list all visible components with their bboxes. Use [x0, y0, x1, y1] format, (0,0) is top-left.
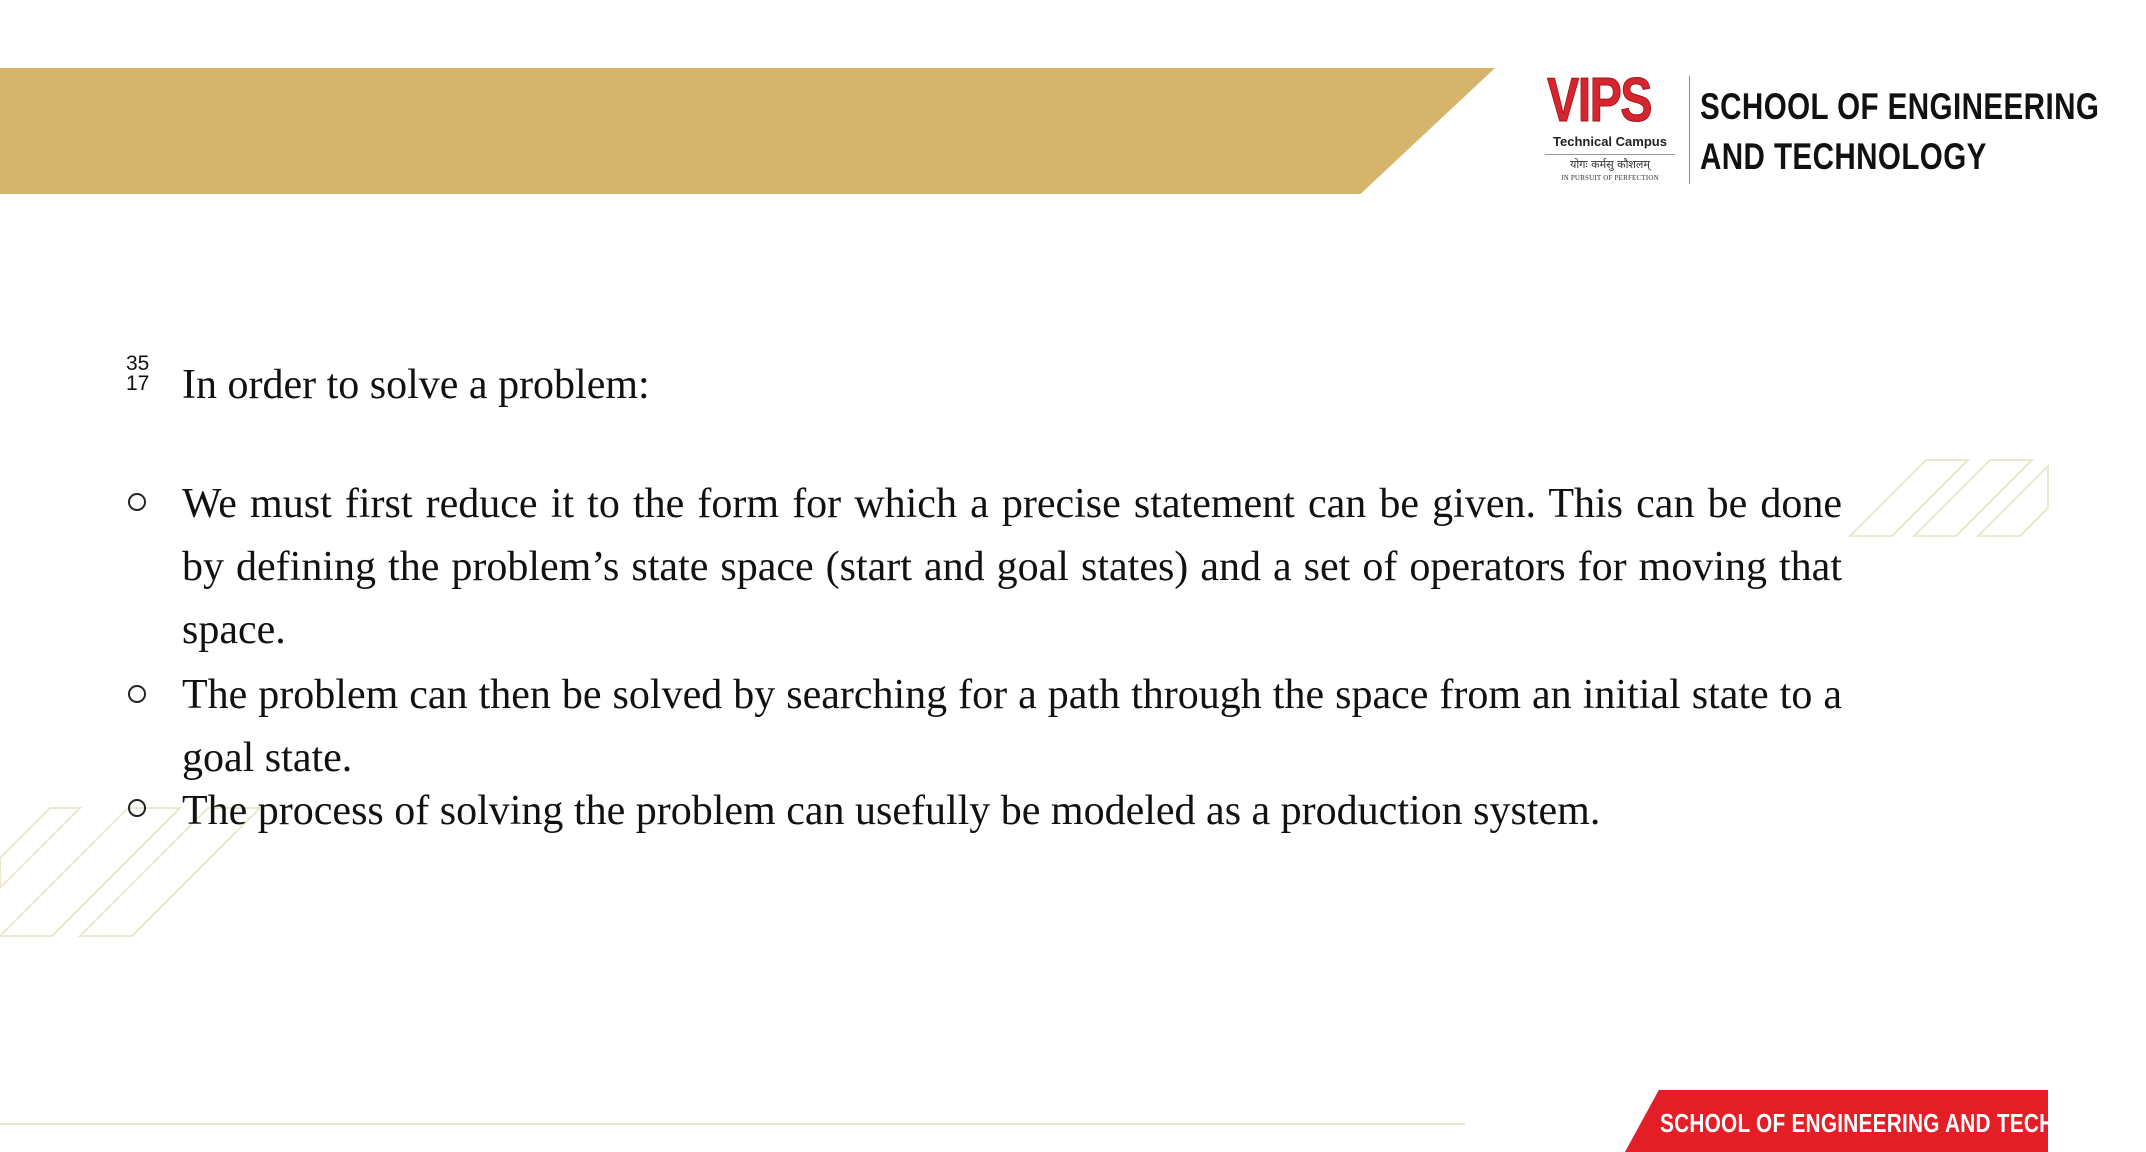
school-title-line2: AND TECHNOLOGY: [1700, 136, 1987, 177]
footer-line: [0, 1123, 1465, 1125]
logo-divider: [1689, 76, 1690, 184]
bullet-circle-icon: [128, 799, 146, 817]
vips-logo: [1545, 66, 1675, 186]
stripe-shape: [1978, 466, 2048, 536]
intro-text: In order to solve a problem:: [182, 362, 650, 408]
slide-number-top: 35: [126, 352, 150, 375]
stripe-shape: [1850, 460, 1968, 536]
bullet-circle-icon: [128, 685, 146, 703]
vips-brand-text: VIPS: [1547, 66, 1651, 135]
bullet-circle-icon: [128, 493, 146, 511]
school-title: [1700, 82, 2099, 182]
slide-number-bottom: 17: [126, 372, 150, 395]
stripe-shape: [0, 808, 80, 888]
decorative-stripes-right: [1850, 460, 2048, 536]
footer-label: SCHOOL OF ENGINEERING AND TECHNOLOGY: [1660, 1108, 2146, 1138]
bullet-item: The process of solving the problem can usefully be modeled as a production system.: [182, 788, 1601, 834]
logo-motto-english: IN PURSUIT OF PERFECTION: [1561, 174, 1659, 182]
stripe-shape: [1914, 460, 2032, 536]
bullet-item: The problem can then be solved by searching for a path through the space from an initial state to a goal state.: [182, 672, 1842, 781]
vips-logo-mark: [1545, 66, 1675, 135]
slide-number: [126, 354, 149, 394]
logo-motto-hindi: योगः कर्मसु कौशलम्: [1545, 154, 1675, 172]
stripe-shape: [0, 808, 180, 936]
header-gold-band: [0, 68, 1495, 194]
logo-subtitle: Technical Campus: [1553, 134, 1667, 149]
bullet-item: We must first reduce it to the form for which a precise statement can be given. This can be done by defining the problem’s state space (start and goal states) and a set of operators for moving that space.: [182, 481, 1842, 653]
school-title-line1: SCHOOL OF ENGINEERING: [1700, 86, 2100, 127]
